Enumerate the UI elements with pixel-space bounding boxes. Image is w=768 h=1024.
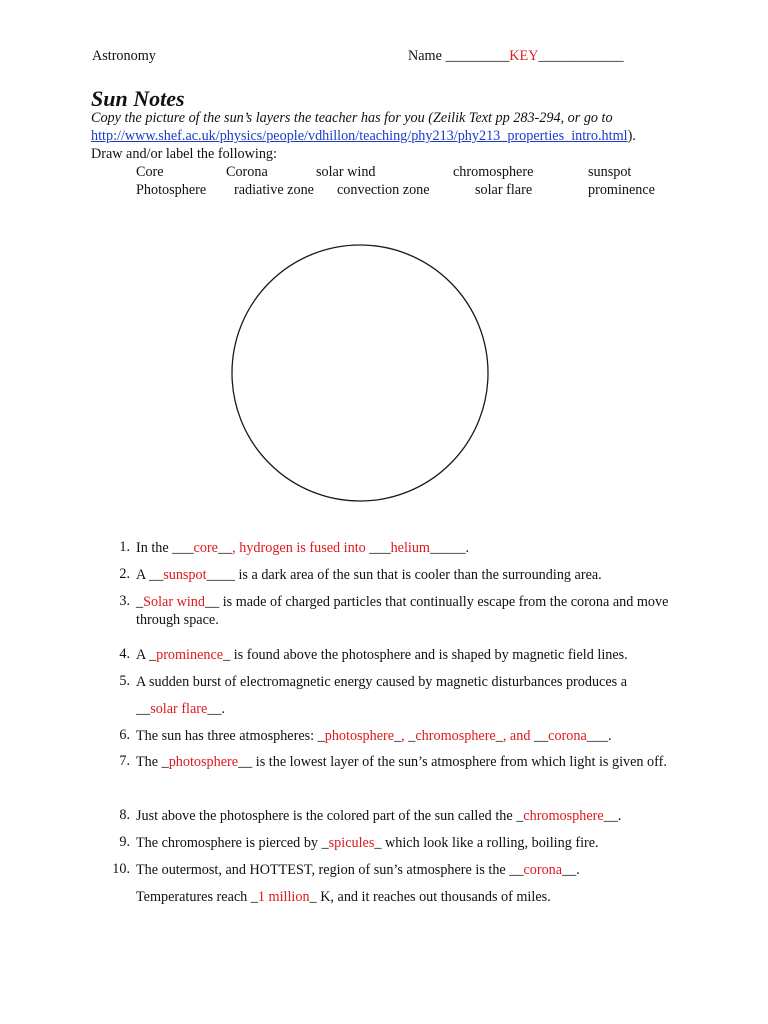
- answer-blank: _____: [429, 540, 466, 556]
- answer-blank: __: [603, 808, 618, 824]
- answer-blank: _: [317, 728, 325, 744]
- question-text: .: [465, 540, 469, 556]
- term-radiative-zone: radiative zone: [234, 182, 314, 198]
- question-text: .: [608, 728, 612, 744]
- answer-blank: __: [204, 594, 220, 610]
- question-number: 5.: [119, 673, 130, 689]
- answer-blank: _: [495, 728, 503, 744]
- answer-text: , hydrogen is fused into: [232, 540, 370, 556]
- answer-blank: _: [223, 647, 231, 663]
- answer-blank: _: [408, 728, 416, 744]
- answer-text: prominence: [156, 647, 224, 663]
- answer-blank: __: [149, 567, 164, 583]
- answer-blank: __: [562, 862, 577, 878]
- question-text: In the: [136, 540, 173, 556]
- answer-text: Solar wind: [143, 594, 205, 610]
- answer-blank: _: [161, 754, 169, 770]
- term-prominence: prominence: [588, 182, 655, 198]
- answer-blank: __: [238, 754, 253, 770]
- question-text: is a dark area of the sun that is cooler than the surrounding area.: [234, 567, 602, 583]
- answer-blank: _: [321, 835, 329, 851]
- term-core: Core: [136, 164, 164, 180]
- question-text: Temperatures reach: [136, 889, 251, 905]
- answer-text: 1 million: [257, 889, 310, 905]
- question-item: [136, 646, 681, 664]
- question-text: is the lowest layer of the sun’s atmosphere from which light is given off.: [252, 754, 667, 770]
- course-label: Astronomy: [92, 48, 156, 64]
- answer-text: chromosphere: [523, 808, 604, 824]
- question-item: [136, 566, 681, 584]
- question-text: The sun has three atmospheres:: [136, 728, 318, 744]
- question-number: 2.: [119, 566, 130, 582]
- answer-blank: __: [136, 701, 151, 717]
- question-item: [136, 673, 681, 691]
- question-text: .: [576, 862, 580, 878]
- answer-blank: ___: [369, 540, 391, 556]
- term-chromosphere: chromosphere: [453, 164, 534, 180]
- name-blank-right: ____________: [538, 48, 624, 64]
- question-item: [136, 753, 681, 771]
- answer-blank: ___: [172, 540, 194, 556]
- question-number: 9.: [119, 834, 130, 850]
- question-text: The chromosphere is pierced by: [136, 835, 322, 851]
- sun-outline-circle: [232, 245, 488, 501]
- question-number: 8.: [119, 807, 130, 823]
- answer-blank: _: [149, 647, 157, 663]
- answer-text: solar flare: [150, 701, 208, 717]
- question-number: 6.: [119, 727, 130, 743]
- question-text: which look like a rolling, boiling fire.: [381, 835, 599, 851]
- question-text: The outermost, and HOTTEST, region of sun’s atmosphere is the: [136, 862, 510, 878]
- answer-text: photosphere: [324, 728, 395, 744]
- question-number: 1.: [119, 539, 130, 555]
- question-item-continued: [136, 888, 681, 906]
- question-number: 4.: [119, 646, 130, 662]
- question-text: is made of charged particles that continually escape from the corona and move through space.: [136, 594, 669, 628]
- answer-blank: __: [533, 728, 549, 744]
- question-text: Just above the photosphere is the colored part of the sun called the: [136, 808, 517, 824]
- question-item: [136, 861, 681, 879]
- answer-blank: _: [374, 835, 382, 851]
- answer-text: chromosphere: [415, 728, 496, 744]
- question-text: The: [136, 754, 162, 770]
- answer-blank: ___: [586, 728, 609, 744]
- answer-text: corona: [523, 862, 563, 878]
- question-text: A sudden burst of electromagnetic energy caused by magnetic disturbances produces a: [136, 674, 628, 690]
- question-text: K, and it reaches out thousands of miles.: [316, 889, 551, 905]
- term-convection-zone: convection zone: [337, 182, 430, 198]
- name-blank-left: _________: [445, 48, 510, 64]
- name-value: KEY: [509, 48, 539, 64]
- answer-blank: _: [309, 889, 317, 905]
- term-solar-flare: solar flare: [475, 182, 533, 198]
- answer-blank: __: [207, 701, 222, 717]
- term-sunspot: sunspot: [588, 164, 632, 180]
- term-solar-wind: solar wind: [316, 164, 376, 180]
- answer-blank: _: [136, 594, 144, 610]
- answer-text: spicules: [328, 835, 375, 851]
- reference-link[interactable]: http://www.shef.ac.uk/physics/people/vdhillon/teaching/phy213/phy213_properties_intro.html: [91, 128, 628, 144]
- answer-blank: ____: [206, 567, 235, 583]
- term-photosphere: Photosphere: [136, 182, 207, 198]
- question-number: 3.: [119, 593, 130, 609]
- answer-text: ,: [401, 728, 409, 744]
- answer-blank: __: [217, 540, 233, 556]
- question-text: .: [617, 808, 622, 824]
- question-text: .: [221, 701, 226, 717]
- question-item: [136, 593, 681, 629]
- link-suffix: ).: [627, 128, 636, 144]
- question-item: [136, 834, 681, 852]
- answer-blank: _: [516, 808, 524, 824]
- question-number: 10.: [112, 861, 130, 877]
- question-item: [136, 807, 681, 825]
- question-item: [136, 539, 681, 557]
- answer-text: helium: [390, 540, 430, 556]
- page-title: Sun Notes: [91, 86, 185, 111]
- answer-text: , and: [502, 728, 534, 744]
- draw-label-instruction: Draw and/or label the following:: [91, 146, 277, 162]
- question-text: is found above the photosphere and is shaped by magnetic field lines.: [230, 647, 628, 663]
- answer-blank: _: [394, 728, 402, 744]
- question-number: 7.: [119, 753, 130, 769]
- question-item-continued: [136, 700, 681, 718]
- question-text: A: [136, 647, 150, 663]
- answer-text: core: [193, 540, 218, 556]
- answer-text: sunspot: [163, 567, 207, 583]
- answer-blank: __: [509, 862, 524, 878]
- answer-text: photosphere: [168, 754, 239, 770]
- answer-blank: _: [250, 889, 258, 905]
- term-corona: Corona: [226, 164, 268, 180]
- question-item: [136, 727, 681, 745]
- name-label: Name: [408, 48, 442, 64]
- question-text: A: [136, 567, 150, 583]
- answer-text: corona: [548, 728, 587, 744]
- intro-instructions: Copy the picture of the sun’s layers the teacher has for you (Zeilik Text pp 283-294, or go to: [91, 110, 613, 126]
